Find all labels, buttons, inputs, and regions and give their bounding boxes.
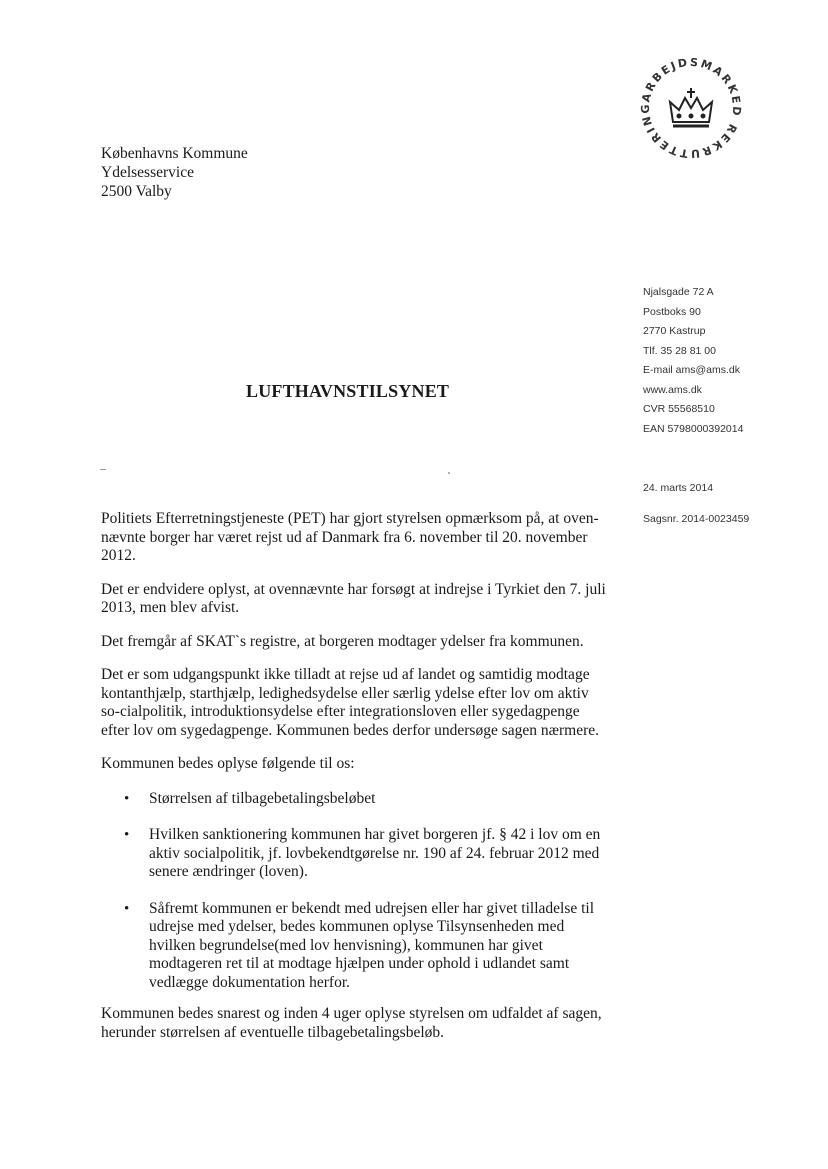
sender-email: E-mail ams@ams.dk [643, 364, 741, 376]
sender-street: Njalsgade 72 A [643, 286, 714, 298]
recipient-city: 2500 Valby [101, 183, 172, 200]
sender-ean: EAN 5798000392014 [643, 422, 744, 435]
body-paragraph: Politiets Efterretningstjeneste (PET) har gjort styrelsen opmærksom på, at oven-nævnte borger har været rejst ud af Danmark fra 6. november til 20. november 2012. [101, 510, 599, 564]
body-paragraph: Det er endvidere oplyst, at ovennævnte har forsøgt at indrejse i Tyrkiet den 7. juli 2013, men blev afvist. [101, 580, 606, 616]
sender-web: www.ams.dk [643, 383, 702, 396]
recipient-address [101, 144, 248, 201]
arbejdsmarked-seal-logo [635, 52, 747, 164]
crown-icon [670, 88, 712, 126]
list-item: • Hvilken sanktionering kommunen har givet borgeren jf. § 42 i lov om en aktiv socialpolitik, jf. lovbekendtgørelse nr. 190 af 24. februar 2012 med senere ændringer (loven). [149, 826, 606, 882]
sender-postbox: Postboks 90 [643, 305, 701, 318]
sender-phone: Tlf. 35 28 81 00 [643, 344, 716, 357]
list-item: • Størrelsen af tilbagebetalingsbeløbet [149, 790, 606, 809]
sender-cvr: CVR 55568510 [643, 403, 715, 415]
list-item: • Såfremt kommunen er bekendt med udrejsen eller har givet tilladelse til udrejse med ydelser, bedes kommunen oplyse Tilsynsenheden med hvilken begrundelse(med lov henvisning), kommunen har givet modtageren ret til at modtage hjælpen under ophold i udlandet samt vedlægge dokumentation herfor. [149, 900, 606, 993]
letter-title: LUFTHAVNSTILSYNET [246, 381, 450, 401]
seal-ring-text: ARBEJDSMARKED REKRUTTERING [638, 55, 744, 161]
recipient-department: Ydelsesservice [101, 164, 194, 181]
letter-body [101, 510, 606, 1010]
body-paragraph: Det fremgår af SKAT`s registre, at borgeren modtager ydelser fra kommunen. [101, 632, 584, 650]
closing-paragraph: Kommunen bedes snarest og inden 4 uger oplyse styrelsen om udfaldet af sagen, herunder størrelsen af eventuelle tilbagebetalingsbeløb. [101, 1005, 602, 1041]
body-paragraph: Kommunen bedes oplyse følgende til os: [101, 755, 355, 772]
scan-mark [100, 469, 106, 470]
body-paragraph: Det er som udgangspunkt ikke tilladt at rejse ud af landet og samtidig modtage kontanthjælp, starthjælp, ledighedsydelse eller særlig ydelse efter lov om aktiv so-cialpolitik, introduktionsydelse efter integrationsloven eller sygedagpenge efter lov om sygedagpenge. Kommunen bedes derfor undersøge sagen nærmere. [101, 666, 599, 739]
scan-mark [448, 472, 450, 474]
recipient-name: Københavns Kommune [101, 145, 248, 162]
request-list [101, 790, 606, 993]
case-number: Sagsnr. 2014-0023459 [643, 513, 750, 525]
letter-date: 24. marts 2014 [643, 482, 714, 494]
sender-info [643, 283, 743, 439]
sender-city: 2770 Kastrup [643, 325, 706, 337]
